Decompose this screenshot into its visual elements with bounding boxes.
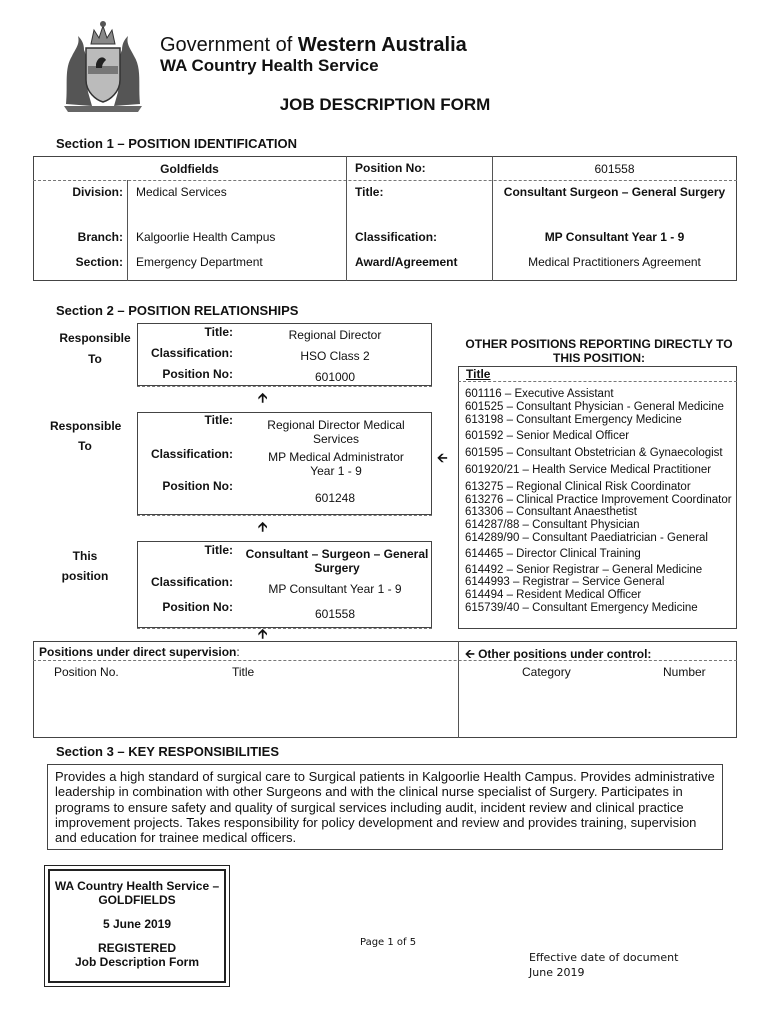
government-title [160, 34, 467, 57]
other-positions-list [465, 388, 737, 615]
title-label: Title: [355, 185, 384, 199]
effective-date-label: Effective date of document [529, 951, 679, 964]
this-position-line1: This [72, 549, 98, 563]
list-item: 6144993 – Registrar – Service General [465, 576, 665, 589]
list-item: 601592 – Senior Medical Officer [465, 430, 630, 443]
stamp-text [48, 879, 226, 969]
position-no-value: 601558 [594, 162, 635, 176]
other-control-label-text: Other positions under control: [478, 647, 652, 661]
key-responsibilities-text: Provides a high standard of surgical care to Surgical patients in Kalgoorlie Health Campus. Provides administrative leadership in combination with other Surgeons and with the clinical nurse specialist of Surgery. Participates in programs to ensure safety and quality of surgical services including audit, incident review and clinical practice improvement projects. Takes responsibility for policy development and review and provides training, supervision and education for trainee medical officers. [55, 769, 715, 846]
number-column: Number [663, 665, 706, 679]
this-position-line2: position [61, 569, 109, 583]
position-no-label: Position No: [355, 161, 426, 175]
list-item: 601116 – Executive Assistant [465, 388, 614, 400]
responsible-to-line2: To [88, 352, 102, 366]
list-item: 614289/90 – Consultant Paediatrician - General [465, 531, 708, 544]
award-value: Medical Practitioners Agreement [528, 255, 701, 269]
block2-posno-label: Position No: [162, 479, 233, 493]
list-item: 614494 – Resident Medical Officer [465, 589, 642, 602]
branch-label: Branch: [77, 230, 123, 244]
block1-class-value: HSO Class 2 [300, 349, 370, 363]
arrow-up-icon: 🡩 [258, 626, 268, 641]
responsible-to-line1: Responsible [50, 419, 122, 433]
other-positions-heading: OTHER POSITIONS REPORTING DIRECTLY TO THIS POSITION: [465, 337, 733, 365]
arrow-left-icon: 🡨 [437, 450, 448, 465]
title-column: Title [232, 665, 255, 679]
block3-class-label: Classification: [150, 575, 233, 589]
arrow-up-icon: 🡩 [258, 519, 268, 534]
title-value: Consultant Surgeon – General Surgery [503, 185, 726, 199]
block3-posno-label: Position No: [162, 600, 233, 614]
block1-title-value: Regional Director [288, 328, 382, 342]
block3-class-value: MP Consultant Year 1 - 9 [268, 582, 402, 596]
this-position-label [50, 546, 120, 586]
block1-posno-value: 601000 [314, 370, 356, 384]
region-name: Goldfields [160, 162, 219, 176]
government-title-plain: Government of [160, 34, 298, 56]
arrow-up-icon: 🡩 [258, 390, 268, 405]
supervision-label-colon: : [236, 645, 240, 659]
section2-heading: Section 2 – POSITION RELATIONSHIPS [56, 303, 299, 318]
responsible-to-label-1 [50, 328, 140, 370]
supervision-label-text: Positions under direct supervision [39, 645, 237, 659]
block2-class-label: Classification: [150, 447, 233, 461]
list-item: 601920/21 – Health Service Medical Practitioner [465, 463, 712, 476]
block3-posno-value: 601558 [314, 607, 356, 621]
division-value: Medical Services [136, 185, 227, 199]
agency-name: WA Country Health Service [160, 56, 379, 75]
block2-title-value: Regional Director Medical Services [267, 418, 405, 446]
stamp-line4: Job Description Form [74, 955, 199, 969]
other-positions-title-label: Title [466, 367, 491, 381]
list-item: 613275 – Regional Clinical Risk Coordinator [465, 480, 691, 493]
government-title-bold: Western Australia [297, 34, 467, 56]
section3-heading: Section 3 – KEY RESPONSIBILITIES [56, 744, 279, 759]
list-item: 615739/40 – Consultant Emergency Medicine [465, 601, 698, 614]
block1-class-label: Classification: [150, 346, 233, 360]
list-item: 613198 – Consultant Emergency Medicine [465, 413, 682, 426]
responsible-to-line2: To [78, 439, 92, 453]
stamp-date: 5 June 2019 [102, 917, 172, 931]
classification-value: MP Consultant Year 1 - 9 [544, 230, 685, 244]
block2-class-value: MP Medical Administrator Year 1 - 9 [268, 450, 404, 478]
category-column: Category [522, 665, 571, 679]
stamp-line3: REGISTERED [97, 941, 176, 955]
block2-posno-value: 601248 [314, 491, 356, 505]
section1-heading: Section 1 – POSITION IDENTIFICATION [56, 136, 298, 151]
block3-title-value: Consultant – Surgeon – General Surgery [245, 547, 429, 575]
effective-date-value: June 2019 [529, 966, 585, 979]
responsible-to-label-2 [50, 416, 120, 456]
position-no-column: Position No. [54, 665, 119, 679]
other-control-label [465, 645, 651, 666]
division-label: Division: [72, 185, 123, 199]
supervision-label [39, 645, 240, 659]
section-value: Emergency Department [136, 255, 263, 269]
list-item: 613276 – Clinical Practice Improvement Coordinator [465, 493, 732, 506]
stamp-line1: WA Country Health Service – [54, 879, 220, 893]
branch-value: Kalgoorlie Health Campus [136, 230, 276, 244]
list-item: 601525 – Consultant Physician - General Medicine [465, 400, 724, 413]
award-label: Award/Agreement [355, 255, 458, 269]
classification-label: Classification: [355, 230, 438, 244]
block3-title-label: Title: [204, 543, 233, 557]
block1-posno-label: Position No: [162, 367, 233, 381]
list-item: 614465 – Director Clinical Training [465, 547, 641, 560]
section-label: Section: [75, 255, 123, 269]
stamp-line2: GOLDFIELDS [98, 893, 176, 907]
block1-title-label: Title: [204, 325, 233, 339]
list-item: 614492 – Senior Registrar – General Medicine [465, 563, 703, 576]
form-title: JOB DESCRIPTION FORM [279, 95, 491, 114]
block2-title-label: Title: [204, 413, 233, 427]
page-number: Page 1 of 5 [360, 937, 417, 948]
responsible-to-line1: Responsible [59, 331, 131, 345]
list-item: 613306 – Consultant Anaesthetist [465, 506, 637, 519]
list-item: 601595 – Consultant Obstetrician & Gynaecologist [465, 447, 723, 460]
arrow-left-icon: 🡨 [465, 647, 475, 661]
list-item: 614287/88 – Consultant Physician [465, 519, 640, 532]
